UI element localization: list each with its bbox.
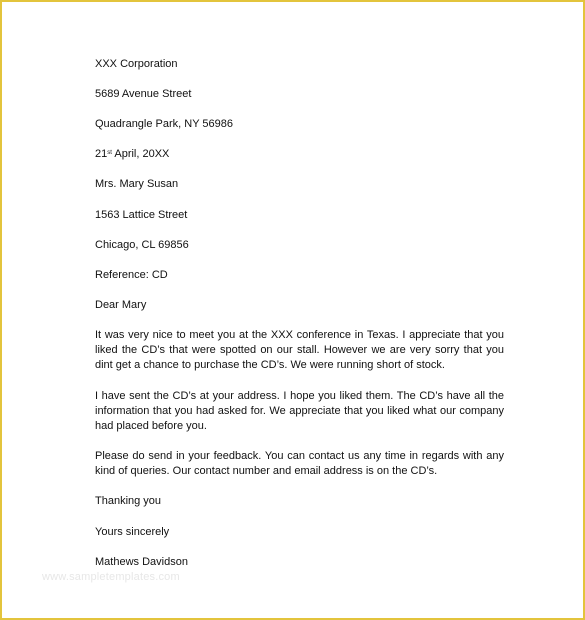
sender-company: XXX Corporation — [95, 58, 178, 70]
salutation: Dear Mary — [95, 299, 147, 311]
thanks-line: Thanking you — [95, 495, 162, 507]
letter-date — [95, 147, 169, 161]
signature-name: Mathews Davidson — [95, 556, 188, 568]
reference-line: Reference: CD — [95, 269, 168, 281]
body-paragraph-1: It was very nice to meet you at the XXX conference in Texas. I appreciate that you liked the CD’s that were spotted on our stall. However we are very sorry that you dint get a chance to purchase the CD’s. We were running short of stock. — [95, 329, 504, 371]
date-rest: April, 20XX — [111, 148, 170, 160]
recipient-name: Mrs. Mary Susan — [95, 178, 179, 190]
body-paragraph-2: I have sent the CD’s at your address. I hope you liked them. The CD’s have all the information that you had asked for. We appreciate that you liked what our company had placed before you. — [95, 390, 504, 432]
sender-city: Quadrangle Park, NY 56986 — [95, 118, 233, 130]
closing-line: Yours sincerely — [95, 526, 170, 538]
date-suffix: st — [107, 150, 112, 156]
sender-street: 5689 Avenue Street — [95, 88, 192, 100]
recipient-street: 1563 Lattice Street — [95, 209, 188, 221]
recipient-city: Chicago, CL 69856 — [95, 239, 189, 251]
date-day: 21 — [95, 148, 108, 160]
watermark-text: www.sampletemplates.com — [42, 571, 180, 583]
body-paragraph-3: Please do send in your feedback. You can contact us any time in regards with any kind of queries. Our contact number and email address is on the CD’s. — [95, 450, 504, 477]
